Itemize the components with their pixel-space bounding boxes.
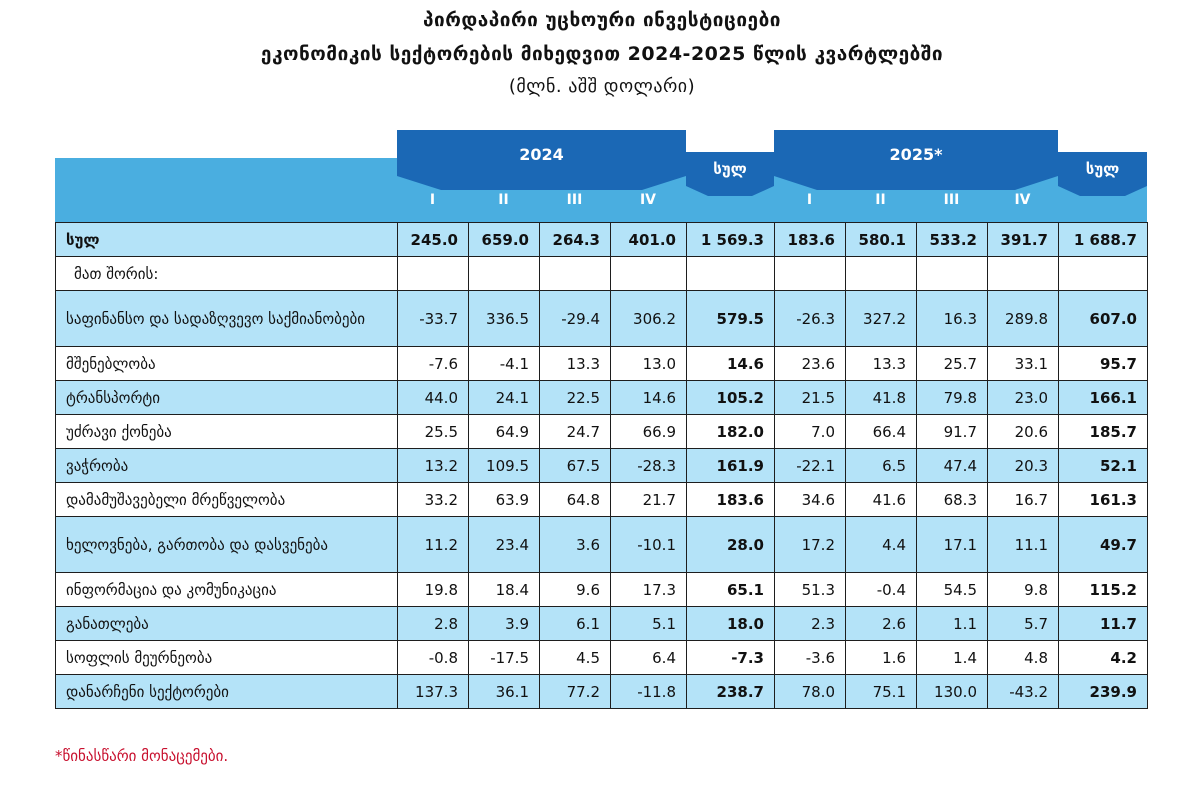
value-cell: -0.8 (398, 641, 469, 675)
value-cell: 23.4 (469, 517, 540, 573)
value-cell: -7.6 (398, 347, 469, 381)
value-cell: 33.2 (398, 483, 469, 517)
sum-2025-header: სულ (1058, 152, 1147, 186)
value-cell: -43.2 (988, 675, 1059, 709)
value-cell: -11.8 (611, 675, 687, 709)
value-cell: 3.6 (540, 517, 611, 573)
sum-2024-header: სულ (686, 152, 774, 186)
sum-cell: 183.6 (687, 483, 775, 517)
value-cell: 13.3 (540, 347, 611, 381)
value-cell (846, 257, 917, 291)
row-label: ტრანსპორტი (56, 381, 398, 415)
value-cell: 20.6 (988, 415, 1059, 449)
sum-cell: 65.1 (687, 573, 775, 607)
row-label: სულ (56, 223, 398, 257)
row-label: ინფორმაცია და კომუნიკაცია (56, 573, 398, 607)
value-cell: 137.3 (398, 675, 469, 709)
sum-cell: 14.6 (687, 347, 775, 381)
value-cell: 17.1 (917, 517, 988, 573)
table-row (56, 291, 1148, 347)
row-label: უძრავი ქონება (56, 415, 398, 449)
value-cell: 5.1 (611, 607, 687, 641)
value-cell: 16.3 (917, 291, 988, 347)
table-row (56, 483, 1148, 517)
value-cell: 11.2 (398, 517, 469, 573)
value-cell: 25.7 (917, 347, 988, 381)
value-cell: 6.5 (846, 449, 917, 483)
q1-2025-label: I (806, 192, 813, 208)
sum-cell: 166.1 (1059, 381, 1148, 415)
value-cell: 77.2 (540, 675, 611, 709)
report-units: (მლნ. აშშ დოლარი) (508, 76, 696, 97)
value-cell: 21.7 (611, 483, 687, 517)
value-cell (917, 257, 988, 291)
value-cell: 34.6 (775, 483, 846, 517)
value-cell: 580.1 (846, 223, 917, 257)
value-cell: -29.4 (540, 291, 611, 347)
value-cell: 183.6 (775, 223, 846, 257)
sum-cell: 579.5 (687, 291, 775, 347)
table-row (56, 641, 1148, 675)
footnote: *წინასწარი მონაცემები. (55, 747, 229, 765)
sum-cell: 95.7 (1059, 347, 1148, 381)
value-cell: 13.3 (846, 347, 917, 381)
value-cell: 66.4 (846, 415, 917, 449)
sum-cell: 115.2 (1059, 573, 1148, 607)
value-cell: 36.1 (469, 675, 540, 709)
sum-cell: 161.9 (687, 449, 775, 483)
sum-cell: -7.3 (687, 641, 775, 675)
value-cell: 68.3 (917, 483, 988, 517)
value-cell: 63.9 (469, 483, 540, 517)
value-cell: -3.6 (775, 641, 846, 675)
value-cell: 245.0 (398, 223, 469, 257)
sum-cell: 11.7 (1059, 607, 1148, 641)
sum-cell: 52.1 (1059, 449, 1148, 483)
value-cell: 6.1 (540, 607, 611, 641)
year-2024-header-taper (397, 176, 686, 190)
table-row (56, 415, 1148, 449)
table-row (56, 607, 1148, 641)
value-cell: 17.2 (775, 517, 846, 573)
value-cell: 9.6 (540, 573, 611, 607)
value-cell: 51.3 (775, 573, 846, 607)
value-cell: 24.7 (540, 415, 611, 449)
value-cell: 4.8 (988, 641, 1059, 675)
value-cell: 5.7 (988, 607, 1059, 641)
value-cell: 79.8 (917, 381, 988, 415)
value-cell: -17.5 (469, 641, 540, 675)
value-cell: 11.1 (988, 517, 1059, 573)
value-cell: 54.5 (917, 573, 988, 607)
value-cell: -28.3 (611, 449, 687, 483)
value-cell: 19.8 (398, 573, 469, 607)
row-label: მათ შორის: (56, 257, 398, 291)
value-cell: 21.5 (775, 381, 846, 415)
value-cell: 391.7 (988, 223, 1059, 257)
value-cell: 20.3 (988, 449, 1059, 483)
value-cell: 4.4 (846, 517, 917, 573)
row-label: დამამუშავებელი მრეწველობა (56, 483, 398, 517)
report-title: პირდაპირი უცხოური ინვესტიციები (422, 9, 781, 31)
sum-cell: 182.0 (687, 415, 775, 449)
value-cell: 2.6 (846, 607, 917, 641)
value-cell: 64.9 (469, 415, 540, 449)
value-cell: 6.4 (611, 641, 687, 675)
table-row (56, 347, 1148, 381)
sum-cell: 239.9 (1059, 675, 1148, 709)
year-2024-header: 2024 (397, 130, 686, 176)
value-cell: 1.4 (917, 641, 988, 675)
sum-cell: 161.3 (1059, 483, 1148, 517)
sum-cell: 28.0 (687, 517, 775, 573)
sum-cell: 607.0 (1059, 291, 1148, 347)
value-cell: -26.3 (775, 291, 846, 347)
value-cell: 75.1 (846, 675, 917, 709)
value-cell: -0.4 (846, 573, 917, 607)
q4-2024-label: IV (639, 192, 657, 208)
sum-cell: 49.7 (1059, 517, 1148, 573)
sum-cell (687, 257, 775, 291)
value-cell: 33.1 (988, 347, 1059, 381)
table-header (55, 130, 1147, 222)
row-label: სოფლის მეურნეობა (56, 641, 398, 675)
sum-cell: 238.7 (687, 675, 775, 709)
value-cell: 401.0 (611, 223, 687, 257)
sum-cell: 185.7 (1059, 415, 1148, 449)
q3-2025-label: III (943, 192, 960, 208)
value-cell: 306.2 (611, 291, 687, 347)
value-cell: 67.5 (540, 449, 611, 483)
table-row (56, 675, 1148, 709)
value-cell: 17.3 (611, 573, 687, 607)
value-cell: 23.0 (988, 381, 1059, 415)
value-cell: 16.7 (988, 483, 1059, 517)
table-row (56, 381, 1148, 415)
row-label: განათლება (56, 607, 398, 641)
value-cell: 64.8 (540, 483, 611, 517)
q1-2024-label: I (429, 192, 436, 208)
value-cell: 14.6 (611, 381, 687, 415)
value-cell: 130.0 (917, 675, 988, 709)
value-cell: 24.1 (469, 381, 540, 415)
value-cell: -33.7 (398, 291, 469, 347)
value-cell: 18.4 (469, 573, 540, 607)
fdi-table (55, 222, 1148, 709)
q3-2024-label: III (566, 192, 583, 208)
q2-2024-label: II (498, 192, 509, 208)
row-label: ვაჭრობა (56, 449, 398, 483)
sum-2024-header-taper (686, 186, 774, 196)
value-cell: 336.5 (469, 291, 540, 347)
value-cell: 533.2 (917, 223, 988, 257)
q2-2025-label: II (875, 192, 886, 208)
value-cell (775, 257, 846, 291)
row-label: საფინანსო და სადაზღვევო საქმიანობები (56, 291, 398, 347)
value-cell: -22.1 (775, 449, 846, 483)
value-cell: 659.0 (469, 223, 540, 257)
sum-cell: 105.2 (687, 381, 775, 415)
table-row (56, 517, 1148, 573)
value-cell: 78.0 (775, 675, 846, 709)
value-cell: 13.0 (611, 347, 687, 381)
value-cell: 1.1 (917, 607, 988, 641)
value-cell: 289.8 (988, 291, 1059, 347)
value-cell: 3.9 (469, 607, 540, 641)
value-cell (611, 257, 687, 291)
value-cell: 109.5 (469, 449, 540, 483)
value-cell: -10.1 (611, 517, 687, 573)
value-cell: 7.0 (775, 415, 846, 449)
sum-cell: 1 688.7 (1059, 223, 1148, 257)
value-cell: 91.7 (917, 415, 988, 449)
year-2025-header: 2025* (774, 130, 1058, 176)
value-cell: 25.5 (398, 415, 469, 449)
row-label: ხელოვნება, გართობა და დასვენება (56, 517, 398, 573)
report-subtitle: ეკონომიკის სექტორების მიხედვით 2024-2025 წლის კვარტლებში (260, 43, 944, 65)
value-cell: 4.5 (540, 641, 611, 675)
total-row (56, 223, 1148, 257)
row-label: დანარჩენი სექტორები (56, 675, 398, 709)
value-cell (398, 257, 469, 291)
value-cell: 327.2 (846, 291, 917, 347)
value-cell: 41.6 (846, 483, 917, 517)
value-cell: 9.8 (988, 573, 1059, 607)
table-row (56, 257, 1148, 291)
value-cell: 2.8 (398, 607, 469, 641)
value-cell: 47.4 (917, 449, 988, 483)
q4-2025-label: IV (1014, 192, 1031, 208)
value-cell: 264.3 (540, 223, 611, 257)
value-cell: 41.8 (846, 381, 917, 415)
value-cell: 44.0 (398, 381, 469, 415)
sum-2025-header-taper (1058, 186, 1147, 196)
table-row (56, 573, 1148, 607)
value-cell (988, 257, 1059, 291)
table-row (56, 449, 1148, 483)
value-cell: -4.1 (469, 347, 540, 381)
value-cell: 23.6 (775, 347, 846, 381)
sum-cell: 4.2 (1059, 641, 1148, 675)
value-cell (540, 257, 611, 291)
year-2025-header-taper (774, 176, 1058, 190)
value-cell: 13.2 (398, 449, 469, 483)
row-label: მშენებლობა (56, 347, 398, 381)
value-cell: 2.3 (775, 607, 846, 641)
sum-cell (1059, 257, 1148, 291)
value-cell: 66.9 (611, 415, 687, 449)
value-cell: 1.6 (846, 641, 917, 675)
value-cell (469, 257, 540, 291)
value-cell: 22.5 (540, 381, 611, 415)
sum-cell: 18.0 (687, 607, 775, 641)
sum-cell: 1 569.3 (687, 223, 775, 257)
